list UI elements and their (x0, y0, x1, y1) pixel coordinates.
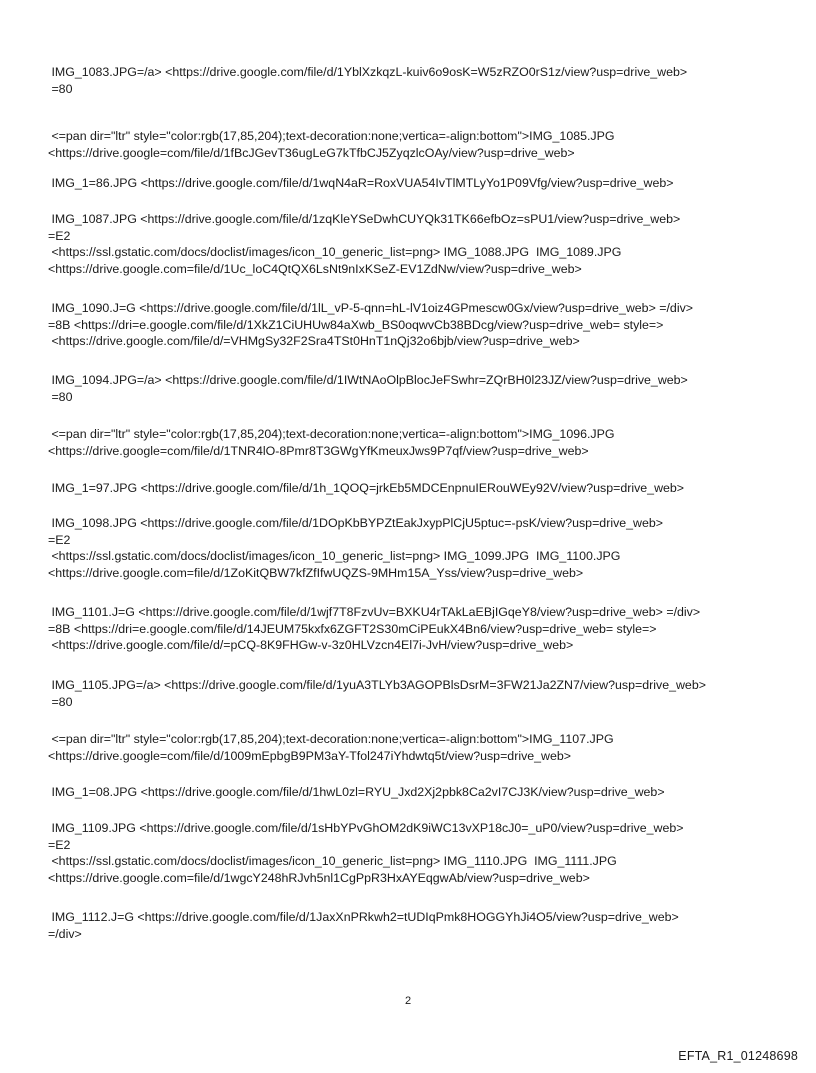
text-block-6: IMG_1094.JPG=/a> <https://drive.google.com/file/d/1IWtNAoOlpBlocJeFSwhr=ZQrBH0l23JZ/view?usp=drive_web> =80 (51, 373, 688, 404)
text-block-11: IMG_1105.JPG=/a> <https://drive.google.com/file/d/1yuA3TLYb3AGOPBlsDsrM=3FW21Ja2ZN7/view?usp=drive_web> =80 (51, 678, 706, 709)
text-block-8: IMG_1=97.JPG <https://drive.google.com/file/d/1h_1QOQ=jrkEb5MDCEnpnuIERouWEy92V/view?usp=drive_web> (48, 481, 685, 495)
text-block-7: <=pan dir="ltr" style="color:rgb(17,85,204);text-decoration:none;vertica=-align:bottom">IMG_1096.JPG <https://drive.google=com/file/d/1TNR4lO-8Pmr8T3GWgYfKmeuxJws9P7qf/view?usp=drive_web> (48, 427, 615, 458)
text-block-9: IMG_1098.JPG <https://drive.google.com/file/d/1DOpKbBYPZtEakJxypPlCjU5ptuc=-psK/view?usp=drive_web> =E2 <https://ssl.gstatic.com/docs/doclist/images/icon_10_generic_list=png> IMG_1099.JPG IMG_1100.JPG <https://drive.google.com=file/d/1ZoKitQBW7kfZfIfwUQZS-9MHm15A_Yss/view?usp=drive_web> (48, 516, 664, 580)
document-id: EFTA_R1_01248698 (678, 1049, 798, 1063)
text-block-5: IMG_1090.J=G <https://drive.google.com/file/d/1lL_vP-5-qnn=hL-lV1oiz4GPmescw0Gx/view?usp=drive_web> =/div> =8B <https://dri=e.google.com/file/d/1XkZ1CiUHUw84aXwb_BS0oqwvCb38BDcg/view?usp=drive_web= style=> <https://drive.google.com/file/d/=VHMgSy32F2Sra4TSt0HnT1nQj32o6bjb/view?usp=drive_web> (48, 301, 694, 348)
text-block-1: IMG_1083.JPG=/a> <https://drive.google.com/file/d/1YblXzkqzL-kuiv6o9osK=W5zRZO0rS1z/view?usp=drive_web> =80 (51, 65, 688, 96)
text-block-10: IMG_1101.J=G <https://drive.google.com/file/d/1wjf7T8FzvUv=BXKU4rTAkLaEBjIGqeY8/view?usp=drive_web> =/div> =8B <https://dri=e.google.com/file/d/14JEUM75kxfx6ZGFT2S30mCiPEukX4Bn6/view?usp=drive_web= style=> <https://drive.google.com/file/d/=pCQ-8K9FHGw-v-3z0HLVzcn4El7i-JvH/view?usp=drive_web> (48, 605, 701, 652)
text-block-12: <=pan dir="ltr" style="color:rgb(17,85,204);text-decoration:none;vertica=-align:bottom">IMG_1107.JPG <https://drive.google=com/file/d/1009mEpbgB9PM3aY-Tfol247iYhdwtq5t/view?usp=drive_web> (48, 732, 614, 763)
text-block-15: IMG_1112.J=G <https://drive.google.com/file/d/1JaxXnPRkwh2=tUDIqPmk8HOGGYhJi4O5/view?usp=drive_web> =/div> (48, 910, 679, 941)
text-block-2: <=pan dir="ltr" style="color:rgb(17,85,204);text-decoration:none;vertica=-align:bottom">IMG_1085.JPG <https://drive.google=com/file/d/1fBcJGevT36ugLeG7kTfbCJ5ZyqzlcOAy/view?usp=drive_web> (48, 129, 615, 160)
page-number: 2 (404, 995, 412, 1007)
text-block-13: IMG_1=08.JPG <https://drive.google.com/file/d/1hwL0zl=RYU_Jxd2Xj2pbk8Ca2vI7CJ3K/view?usp=drive_web> (48, 785, 665, 799)
text-block-4: IMG_1087.JPG <https://drive.google.com/file/d/1zqKleYSeDwhCUYQk31TK66efbOz=sPU1/view?usp=drive_web> =E2 <https://ssl.gstatic.com/docs/doclist/images/icon_10_generic_list=png> IMG_1088.JPG IMG_1089.JPG <https://drive.google.com=file/d/1Uc_loC4QtQX6LsNt9nIxKSeZ-EV1ZdNw/view?usp=drive_web> (48, 212, 681, 276)
text-block-14: IMG_1109.JPG <https://drive.google.com/file/d/1sHbYPvGhOM2dK9iWC13vXP18cJ0=_uP0/view?usp=drive_web> =E2 <https://ssl.gstatic.com/docs/doclist/images/icon_10_generic_list=png> IMG_1110.JPG IMG_1111.JPG <https://drive.google.com=file/d/1wgcY248hRJvh5nl1CgPpR3HxAYEqgwAb/view?usp=drive_web> (48, 821, 684, 885)
text-block-3: IMG_1=86.JPG <https://drive.google.com/file/d/1wqN4aR=RoxVUA54IvTlMTLyYo1P09Vfg/view?usp=drive_web> (48, 176, 674, 190)
